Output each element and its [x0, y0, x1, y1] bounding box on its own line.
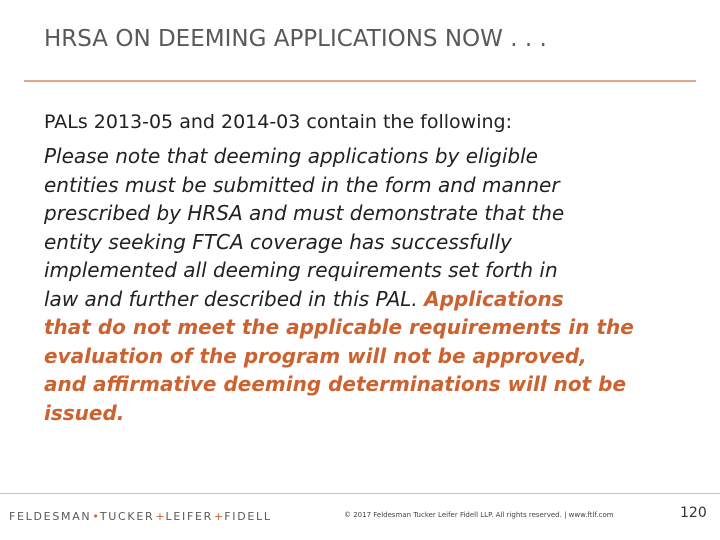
quote-emphasis: Applications: [424, 286, 564, 311]
quote-line: entities must be submitted in the form and manner: [44, 172, 560, 197]
quote-emphasis-line: that do not meet the applicable requirements in the: [44, 315, 634, 339]
title-divider: [24, 80, 696, 82]
logo-word: LEIFER: [165, 510, 213, 523]
quote-line: implemented all deeming requirements set forth in: [44, 258, 558, 282]
page-number: 120: [680, 505, 707, 521]
quote-line: entity seeking FTCA coverage has successfully: [44, 229, 512, 254]
quoted-passage: [44, 142, 704, 427]
quote-line: prescribed by HRSA and must demonstrate that the: [44, 201, 565, 225]
logo-separator: •: [92, 510, 99, 523]
firm-logo: [9, 510, 272, 523]
quote-line-plain: law and further described in this PAL.: [44, 286, 425, 311]
quote-line: [44, 285, 704, 314]
quote-emphasis-line: issued.: [44, 400, 125, 425]
intro-text: PALs 2013-05 and 2014-03 contain the following:: [44, 111, 513, 133]
logo-separator: +: [155, 510, 165, 523]
copyright-notice: © 2017 Feldesman Tucker Leifer Fidell LLP. All rights reserved. | www.ftlf.com: [344, 511, 614, 519]
logo-word: FELDESMAN: [9, 510, 92, 523]
quote-line: Please note that deeming applications by eligible: [44, 144, 538, 168]
logo-word: FIDELL: [224, 510, 272, 523]
logo-word: TUCKER: [99, 510, 155, 523]
footer-divider: [0, 493, 720, 494]
logo-separator: +: [214, 510, 224, 523]
quote-emphasis-line: evaluation of the program will not be approved,: [44, 343, 587, 368]
quote-emphasis-line: and affirmative deeming determinations will not be: [44, 372, 627, 396]
slide-title: HRSA ON DEEMING APPLICATIONS NOW . . .: [44, 26, 547, 52]
